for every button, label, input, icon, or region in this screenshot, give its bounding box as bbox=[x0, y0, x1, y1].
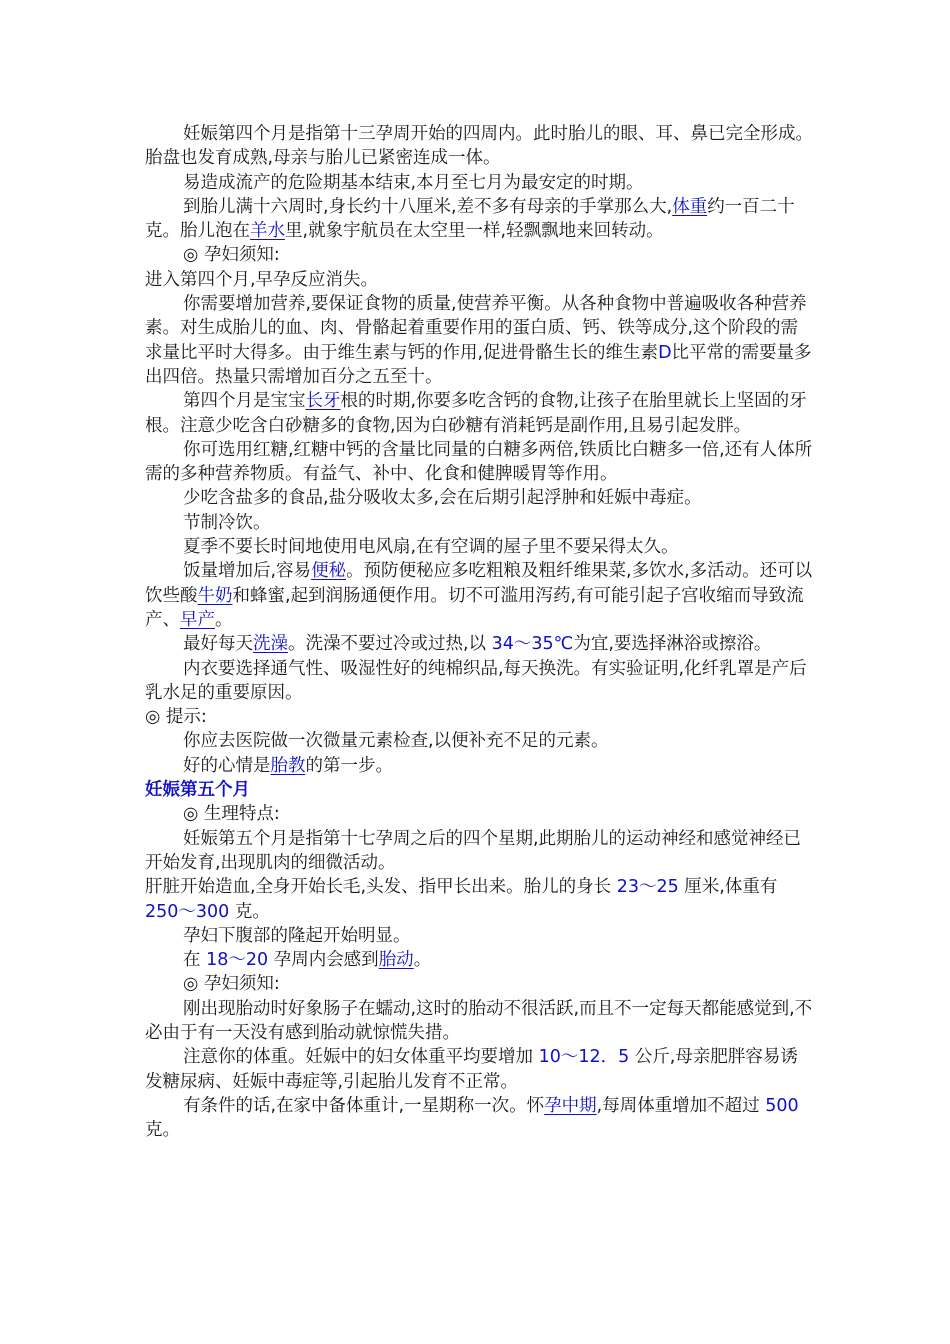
text-run: 里,就象宇航员在太空里一样,轻飘飘地来回转动。 bbox=[285, 221, 664, 242]
inline-link[interactable]: 体重 bbox=[672, 196, 708, 217]
number-text: 500 bbox=[765, 1095, 799, 1116]
number-text: 18～20 bbox=[206, 950, 269, 971]
text-run: 你应去医院做一次微量元素检查,以便补充不足的元素。 bbox=[183, 731, 609, 752]
text-run: 你可选用红糖,红糖中钙的含量比同量的白糖多两倍,铁质比白糖多一倍,还有人体所需的多种营养物质。有益气、补中、化食和健脾暖胃等作用。 bbox=[145, 439, 813, 485]
inline-link[interactable]: 便秘 bbox=[311, 561, 347, 582]
text-run: 到胎儿满十六周时,身长约十八厘米,差不多有母亲的手掌那么大, bbox=[183, 196, 673, 217]
paragraph bbox=[145, 875, 815, 924]
number-text: 10～12．5 bbox=[538, 1047, 630, 1068]
text-run: ◎ 孕妇须知: bbox=[183, 974, 280, 995]
paragraph bbox=[145, 1045, 815, 1094]
inline-link[interactable]: 羊水 bbox=[250, 221, 285, 242]
paragraph bbox=[145, 535, 815, 559]
text-run: 节制冷饮。 bbox=[183, 512, 271, 533]
number-text: 23～25 bbox=[616, 877, 679, 898]
text-run: 。 bbox=[215, 609, 233, 630]
inline-link[interactable]: 胎教 bbox=[270, 755, 306, 776]
paragraph bbox=[145, 778, 815, 802]
text-run: 为宜,要选择淋浴或擦浴。 bbox=[573, 634, 772, 655]
paragraph bbox=[145, 559, 815, 632]
text-run: 第四个月是宝宝 bbox=[183, 391, 306, 412]
text-run: ◎ 孕妇须知: bbox=[183, 245, 280, 266]
text-run: 克。 bbox=[229, 901, 270, 922]
document-body bbox=[145, 122, 815, 1142]
paragraph bbox=[145, 948, 815, 972]
text-run: 在 bbox=[183, 950, 207, 971]
paragraph bbox=[145, 243, 815, 267]
text-run: 最好每天 bbox=[183, 634, 253, 655]
paragraph bbox=[145, 754, 815, 778]
text-run: ,每周体重增加不超过 bbox=[596, 1095, 766, 1116]
paragraph bbox=[145, 1094, 815, 1143]
text-run: 夏季不要长时间地使用电风扇,在有空调的屋子里不要呆得太久。 bbox=[183, 537, 679, 558]
text-run: 肝脏开始造血,全身开始长毛,头发、指甲长出来。胎儿的身长 bbox=[145, 877, 617, 898]
paragraph bbox=[145, 292, 815, 389]
inline-link[interactable]: 孕中期 bbox=[544, 1095, 597, 1116]
paragraph bbox=[145, 972, 815, 996]
text-run: 公斤,母亲肥胖容易诱发糖尿病、妊娠中毒症等,引起胎儿发育不正常。 bbox=[145, 1047, 798, 1092]
paragraph bbox=[145, 389, 815, 438]
text-run: 易造成流产的危险期基本结束,本月至七月为最安定的时期。 bbox=[183, 172, 644, 193]
text-run: 你需要增加营养,要保证食物的质量,使营养平衡。从各种食物中普遍吸收各种营养素。对生成胎儿的血、肉、骨骼起着重要作用的蛋白质、钙、铁等成分,这个阶段的需求量比平时大得多。由于维生素与钙的作用,促进骨骼生长的维生素 bbox=[145, 294, 807, 363]
text-run: 好的心情是 bbox=[183, 755, 271, 776]
number-text: 34～35℃ bbox=[491, 634, 574, 655]
text-run: 孕妇下腹部的隆起开始明显。 bbox=[183, 925, 411, 946]
text-run: ◎ 提示: bbox=[145, 707, 207, 728]
text-run: 根的时期,你要多吃含钙的食物,让孩子在胎里就长上坚固的牙根。注意少吃含白砂糖多的食物,因为白砂糖有消耗钙是副作用,且易引起发胖。 bbox=[145, 391, 807, 436]
paragraph bbox=[145, 268, 815, 292]
paragraph bbox=[145, 122, 815, 171]
text-run: 孕周内会感到 bbox=[268, 950, 379, 971]
text-run: 注意你的体重。妊娠中的妇女体重平均要增加 bbox=[183, 1047, 539, 1068]
paragraph bbox=[145, 705, 815, 729]
paragraph bbox=[145, 511, 815, 535]
text-run: 的第一步。 bbox=[305, 755, 393, 776]
text-run: 厘米,体重有 bbox=[678, 877, 778, 898]
text-run: 有条件的话,在家中备体重计,一星期称一次。怀 bbox=[183, 1095, 545, 1116]
text-run: 内衣要选择通气性、吸湿性好的纯棉织品,每天换洗。有实验证明,化纤乳罩是产后乳水足的重要原因。 bbox=[145, 658, 807, 703]
section-heading: 妊娠第五个月 bbox=[145, 780, 250, 801]
paragraph bbox=[145, 997, 815, 1046]
text-run: ◎ 生理特点: bbox=[183, 804, 280, 825]
text-run: 刚出现胎动时好象肠子在蠕动,这时的胎动不很活跃,而且不一定每天都能感觉到,不必由于有一天没有感到胎动就惊慌失措。 bbox=[145, 998, 813, 1043]
paragraph bbox=[145, 486, 815, 510]
text-run: 克。 bbox=[145, 1120, 180, 1141]
inline-link[interactable]: 长牙 bbox=[305, 391, 341, 412]
text-run: 。洗澡不要过冷或过热,以 bbox=[288, 634, 492, 655]
text-run: 和蜂蜜,起到润肠通便作用。切不可滥用泻药,有可能引起子宫收缩而导致流产、 bbox=[145, 585, 804, 630]
text-run: 比平常的需要量多出四倍。热量只需增加百分之五至十。 bbox=[145, 342, 812, 387]
paragraph bbox=[145, 195, 815, 244]
text-run: 。预防便秘应多吃粗粮及粗纤维果菜,多饮水,多活动。还可以饮些酸 bbox=[145, 561, 813, 606]
text-run: 。 bbox=[413, 950, 432, 971]
paragraph bbox=[145, 827, 815, 876]
paragraph bbox=[145, 632, 815, 656]
inline-link[interactable]: 早产 bbox=[180, 609, 215, 630]
paragraph bbox=[145, 438, 815, 487]
text-run: 妊娠第五个月是指第十七孕周之后的四个星期,此期胎儿的运动神经和感觉神经已开始发育,出现肌肉的细微活动。 bbox=[145, 828, 802, 873]
paragraph bbox=[145, 802, 815, 826]
text-run: 饭量增加后,容易 bbox=[183, 561, 312, 582]
paragraph bbox=[145, 657, 815, 706]
text-run: 妊娠第四个月是指第十三孕周开始的四周内。此时胎儿的眼、耳、鼻已完全形成。胎盘也发育成熟,母亲与胎儿已紧密连成一体。 bbox=[145, 124, 813, 169]
number-text: D bbox=[658, 342, 672, 363]
text-run: 少吃含盐多的食品,盐分吸收太多,会在后期引起浮肿和妊娠中毒症。 bbox=[183, 488, 702, 509]
inline-link[interactable]: 洗澡 bbox=[253, 634, 288, 655]
number-text: 250～300 bbox=[145, 901, 230, 922]
paragraph bbox=[145, 924, 815, 948]
inline-link[interactable]: 胎动 bbox=[378, 950, 414, 971]
text-run: 约一百二十克。胎儿泡在 bbox=[145, 196, 795, 242]
inline-link[interactable]: 牛奶 bbox=[197, 585, 233, 606]
paragraph bbox=[145, 171, 815, 195]
text-run: 进入第四个月,早孕反应消失。 bbox=[145, 269, 379, 290]
paragraph bbox=[145, 729, 815, 753]
